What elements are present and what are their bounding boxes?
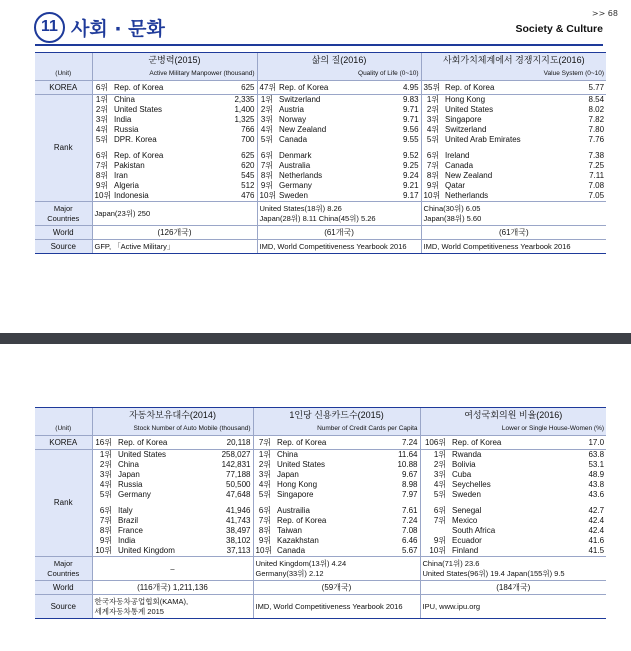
rank-country: Senegal	[452, 506, 482, 515]
rank-number: 1위	[253, 450, 275, 461]
rank-country: Bolivia	[452, 460, 476, 469]
rank-number: 7위	[92, 516, 116, 526]
page-divider	[0, 333, 631, 344]
column-title: 삶의 질(2016)	[257, 53, 421, 68]
major-line: United States(18위) 8.26	[259, 203, 342, 213]
rank-country: Qatar	[445, 181, 466, 190]
section-title-ko: 사회 · 문화	[71, 17, 165, 40]
table-row	[35, 161, 606, 171]
rank-value: 41,946	[226, 506, 251, 515]
korea-value: 4.95	[381, 81, 421, 95]
rank-country: Austria	[279, 105, 304, 114]
source-line: 한국자동차공업협회(KAMA),	[94, 596, 189, 606]
rank-country: Rep. of Korea	[277, 516, 327, 525]
rank-value: 8.98	[401, 480, 418, 489]
column-title: 1인당 신용카드수(2015)	[253, 408, 420, 423]
rank-number: 3위	[92, 115, 112, 125]
source-text	[92, 595, 253, 619]
table-row	[35, 95, 606, 106]
korea-name: Rep. of Korea	[450, 436, 558, 450]
unit-label: (Unit)	[35, 422, 92, 436]
table-row	[35, 506, 606, 516]
rank-label: Rank	[35, 450, 92, 557]
rank-value: 6.46	[401, 536, 418, 545]
rank-country: Cuba	[452, 470, 472, 479]
major-line: United Kingdom(13위) 4.24	[255, 558, 347, 568]
rank-country: India	[118, 536, 136, 545]
unit-label: (Unit)	[35, 67, 92, 81]
korea-value: 20,118	[208, 436, 253, 450]
rank-value: 9.52	[402, 151, 419, 160]
source-label: Source	[35, 595, 92, 619]
world-count: (61개국)	[257, 226, 421, 240]
page-number: >> 68	[591, 9, 618, 18]
rank-number: 4위	[257, 125, 277, 135]
rank-number: 1위	[420, 450, 450, 461]
rank-value: 620	[241, 161, 255, 170]
rank-number: 2위	[420, 460, 450, 470]
korea-row	[35, 436, 606, 450]
rank-country: New Zealand	[279, 125, 327, 134]
major-line: China(71위) 23.6	[422, 558, 480, 568]
rank-country: China	[275, 450, 380, 461]
rank-value: 700	[241, 135, 255, 144]
rank-number: 7위	[257, 161, 277, 171]
rank-value: 9.25	[402, 161, 419, 170]
rank-country: India	[114, 115, 132, 124]
section-number-badge: 11	[34, 12, 65, 43]
rank-number: 5위	[92, 135, 112, 145]
rank-number: 8위	[253, 526, 275, 536]
table-row	[35, 470, 606, 480]
major-line: China(30위) 6.05	[423, 203, 481, 213]
rank-country: Japan	[118, 470, 140, 479]
rank-value: 5.67	[401, 546, 418, 555]
rank-country: Japan	[277, 470, 299, 479]
rank-country: Brazil	[118, 516, 139, 525]
rank-value: 1,400	[234, 105, 255, 114]
rank-value: 7.38	[588, 151, 605, 160]
major-countries	[257, 202, 421, 226]
rank-number: 1위	[92, 450, 116, 461]
rank-number: 6위	[92, 506, 116, 516]
rank-number: 6위	[421, 151, 443, 161]
column-title: 자동차보유대수(2014)	[92, 408, 253, 423]
korea-label: KOREA	[35, 81, 92, 95]
rank-number: 2위	[92, 460, 116, 470]
major-line: United States(96위) 19.4 Japan(155위) 9.5	[422, 568, 565, 578]
rank-number: 10위	[253, 546, 275, 557]
rank-value: 9.71	[402, 115, 419, 124]
rank-value: 766	[241, 125, 255, 134]
rank-number: 2위	[257, 105, 277, 115]
rank-value: 37,113	[226, 546, 251, 555]
rank-number: 9위	[253, 536, 275, 546]
column-subtitle: Number of Credit Cards per Capita	[253, 422, 420, 436]
header-rule	[35, 44, 603, 46]
rank-number: 9위	[421, 181, 443, 191]
table-row	[35, 135, 606, 145]
major-line: Japan(28위) 8.11 China(45위) 5.26	[259, 213, 376, 223]
column-subtitle: Value System (0~10)	[421, 67, 606, 81]
rank-number: 4위	[421, 125, 443, 135]
rank-country: South Africa	[452, 526, 496, 535]
rank-number: 6위	[253, 506, 275, 516]
rank-country: Singapore	[445, 115, 482, 124]
world-row	[35, 226, 606, 240]
rank-number: 6위	[420, 506, 450, 516]
rank-country: Iran	[114, 171, 128, 180]
rank-country: United States	[445, 105, 494, 114]
world-count: (116개국) 1,211,136	[92, 581, 253, 595]
rank-number: 7위	[421, 161, 443, 171]
rank-value: 42.4	[588, 526, 605, 535]
korea-rank: 47위	[257, 81, 277, 95]
rank-country: Sweden	[279, 191, 308, 200]
stats-table-2	[35, 407, 606, 619]
rank-country: DPR. Korea	[114, 135, 157, 144]
rank-value: 50,500	[226, 480, 251, 489]
table-row	[35, 450, 606, 461]
rank-value: 7.24	[401, 516, 418, 525]
table-row	[35, 171, 606, 181]
korea-value: 625	[204, 81, 257, 95]
major-line: Japan(38위) 5.60	[423, 213, 482, 223]
rank-country: Canada	[277, 546, 306, 555]
stats-table-1	[35, 52, 606, 254]
column-subtitle: Stock Number of Auto Mobile (thousand)	[92, 422, 253, 436]
rank-country: United States	[277, 460, 326, 469]
rank-number: 4위	[420, 480, 450, 490]
rank-number: 1위	[257, 95, 277, 106]
rank-value: 38,102	[226, 536, 251, 545]
rank-country: Australia	[279, 161, 311, 170]
rank-country: Austrailia	[277, 506, 310, 515]
rank-value: 258,027	[208, 450, 253, 461]
rank-country: Norway	[279, 115, 307, 124]
rank-country: Algeria	[114, 181, 139, 190]
rank-value: 9.83	[381, 95, 421, 106]
rank-value: 41.5	[588, 546, 605, 555]
rank-value: 7.61	[401, 506, 418, 515]
source-row	[35, 240, 606, 254]
rank-country: Finland	[452, 546, 479, 555]
major-line: –	[170, 563, 175, 573]
column-subtitle: Lower or Single House-Women (%)	[420, 422, 606, 436]
rank-value: 43.6	[588, 490, 605, 499]
rank-country: Germany	[118, 490, 151, 499]
corner-cell	[35, 408, 92, 423]
major-countries	[92, 202, 257, 226]
rank-value: 9.56	[402, 125, 419, 134]
table-row	[35, 546, 606, 557]
rank-country: China	[118, 460, 139, 469]
rank-number: 10위	[420, 546, 450, 557]
major-countries	[421, 202, 606, 226]
table-row	[35, 490, 606, 500]
rank-country: Rwanda	[450, 450, 558, 461]
rank-country: Germany	[279, 181, 312, 190]
rank-country: Pakistan	[114, 161, 145, 170]
column-title: 여성국회의원 비율(2016)	[420, 408, 606, 423]
major-label: Major Countries	[35, 202, 92, 226]
rank-value: 9.55	[402, 135, 419, 144]
rank-number: 5위	[420, 490, 450, 500]
korea-rank: 16위	[92, 436, 116, 450]
rank-number: 1위	[92, 95, 112, 106]
rank-value: 38,497	[226, 526, 251, 535]
korea-value: 5.77	[551, 81, 606, 95]
major-countries	[420, 557, 606, 581]
rank-number: 2위	[92, 105, 112, 115]
rank-number: 8위	[92, 171, 112, 181]
rank-number: 5위	[253, 490, 275, 500]
column-title: 사회가치체계에서 경쟁지지도(2016)	[421, 53, 606, 68]
rank-country: Kazakhstan	[277, 536, 319, 545]
korea-value: 17.0	[558, 436, 606, 450]
rank-number: 9위	[420, 536, 450, 546]
rank-value: 8.02	[588, 105, 605, 114]
rank-value: 43.8	[588, 480, 605, 489]
source-row	[35, 595, 606, 619]
rank-value: 41.6	[588, 536, 605, 545]
korea-name: Rep. of Korea	[275, 436, 380, 450]
rank-number: 9위	[257, 181, 277, 191]
rank-value: 7.08	[401, 526, 418, 535]
rank-value: 512	[241, 181, 255, 190]
rank-number: 10위	[92, 546, 116, 557]
rank-number: 4위	[92, 480, 116, 490]
major-line: Japan(23위) 250	[94, 208, 151, 218]
korea-value: 7.24	[380, 436, 420, 450]
major-countries-row	[35, 557, 606, 581]
major-countries-row	[35, 202, 606, 226]
world-count: (126개국)	[92, 226, 257, 240]
source-line: IPU, www.ipu.org	[422, 601, 481, 611]
korea-rank: 7위	[253, 436, 275, 450]
rank-value: 7.08	[588, 181, 605, 190]
rank-country: Netherlands	[279, 171, 323, 180]
rank-country: New Zealand	[445, 171, 493, 180]
rank-value: 63.8	[558, 450, 606, 461]
rank-value: 9.71	[402, 105, 419, 114]
rank-number: 7위	[253, 516, 275, 526]
rank-country: Hong Kong	[443, 95, 551, 106]
rank-value: 1,325	[234, 115, 255, 124]
rank-country: Indonesia	[114, 191, 149, 200]
rank-number: 1위	[421, 95, 443, 106]
table-header-row	[35, 408, 606, 423]
rank-value: 77,188	[226, 470, 251, 479]
rank-number: 8위	[92, 526, 116, 536]
rank-country: Italy	[118, 506, 133, 515]
rank-value: 545	[241, 171, 255, 180]
rank-number: 5위	[257, 135, 277, 145]
source-line: IMD, World Competitiveness Yearbook 2016	[255, 601, 403, 611]
rank-country: United Kingdom	[118, 546, 175, 555]
rank-number: 7위	[420, 516, 450, 526]
source-text	[420, 595, 606, 619]
rank-number: 10위	[92, 191, 112, 202]
table-row	[35, 181, 606, 191]
rank-number: 4위	[253, 480, 275, 490]
rank-number: 3위	[420, 470, 450, 480]
rank-number: 2위	[421, 105, 443, 115]
rank-number: 10위	[421, 191, 443, 202]
rank-value: 7.76	[588, 135, 605, 144]
section-title-en: Society & Culture	[515, 23, 603, 35]
rank-value: 53.1	[588, 460, 605, 469]
rank-country: United Arab Emirates	[445, 135, 521, 144]
rank-country: Switzerland	[277, 95, 381, 106]
rank-value: 8.54	[551, 95, 606, 106]
world-count: (184개국)	[420, 581, 606, 595]
rank-country: Denmark	[279, 151, 312, 160]
major-label: Major Countries	[35, 557, 92, 581]
rank-value: 41,743	[226, 516, 251, 525]
world-count: (59개국)	[253, 581, 420, 595]
major-countries	[253, 557, 420, 581]
table-subtitle-row	[35, 422, 606, 436]
rank-value: 2,335	[204, 95, 257, 106]
table-row	[35, 125, 606, 135]
rank-value: 11.64	[380, 450, 420, 461]
table-row	[35, 526, 606, 536]
rank-country: Singapore	[277, 490, 314, 499]
rank-country: Canada	[279, 135, 308, 144]
rank-number	[420, 526, 450, 536]
rank-value: 9.21	[402, 181, 419, 190]
rank-value: 9.17	[402, 191, 419, 200]
rank-value: 625	[241, 151, 255, 160]
rank-value: 42.4	[588, 516, 605, 525]
korea-name: Rep. of Korea	[116, 436, 208, 450]
source-text: GFP, 「Active Military」	[92, 240, 257, 254]
source-text: IMD, World Competitiveness Yearbook 2016	[257, 240, 421, 254]
rank-country: Canada	[445, 161, 474, 170]
table-row	[35, 151, 606, 161]
column-subtitle: Quality of Life (0~10)	[257, 67, 421, 81]
rank-number: 5위	[421, 135, 443, 145]
rank-value: 9.67	[401, 470, 418, 479]
rank-label: Rank	[35, 95, 92, 202]
rank-value: 7.11	[589, 171, 605, 180]
rank-number: 3위	[257, 115, 277, 125]
rank-number: 7위	[92, 161, 112, 171]
rank-value: 10.88	[397, 460, 418, 469]
rank-country: Hong Kong	[277, 480, 318, 489]
rank-country: Mexico	[452, 516, 478, 525]
source-line: 세계자동차통계 2015	[94, 606, 164, 616]
rank-number: 9위	[92, 181, 112, 191]
rank-number: 8위	[421, 171, 443, 181]
rank-value: 7.80	[588, 125, 605, 134]
korea-label: KOREA	[35, 436, 92, 450]
source-text	[253, 595, 420, 619]
world-label: World	[35, 226, 92, 240]
rank-number: 10위	[257, 191, 277, 202]
rank-value: 48.9	[588, 470, 605, 479]
rank-number: 6위	[92, 151, 112, 161]
corner-cell	[35, 53, 92, 68]
rank-value: 7.97	[401, 490, 418, 499]
table-subtitle-row	[35, 67, 606, 81]
rank-country: Rep. of Korea	[114, 151, 164, 160]
rank-number: 6위	[257, 151, 277, 161]
rank-number: 9위	[92, 536, 116, 546]
rank-country: Russia	[118, 480, 143, 489]
rank-country: Sweden	[452, 490, 481, 499]
korea-name: Rep. of Korea	[112, 81, 204, 95]
korea-rank: 35위	[421, 81, 443, 95]
rank-number: 2위	[253, 460, 275, 470]
rank-country: China	[112, 95, 204, 106]
rank-value: 142,831	[221, 460, 251, 469]
rank-number: 3위	[253, 470, 275, 480]
rank-country: Netherlands	[445, 191, 489, 200]
world-count: (61개국)	[421, 226, 606, 240]
rank-number: 4위	[92, 125, 112, 135]
column-title: 군병력(2015)	[92, 53, 257, 68]
table-row	[35, 105, 606, 115]
rank-value: 47,648	[226, 490, 251, 499]
rank-country: United States	[116, 450, 208, 461]
korea-name: Rep. of Korea	[277, 81, 381, 95]
korea-row	[35, 81, 606, 95]
source-text: IMD, World Competitiveness Yearbook 2016	[421, 240, 606, 254]
rank-number: 5위	[92, 490, 116, 500]
table-row	[35, 115, 606, 125]
rank-country: Switzerland	[445, 125, 487, 134]
rank-country: France	[118, 526, 143, 535]
world-row	[35, 581, 606, 595]
korea-rank: 6위	[92, 81, 112, 95]
rank-number: 3위	[421, 115, 443, 125]
rank-country: Ireland	[445, 151, 470, 160]
source-label: Source	[35, 240, 92, 254]
korea-rank: 106위	[420, 436, 450, 450]
table-row	[35, 460, 606, 470]
major-line: Germany(33위) 2.12	[255, 568, 324, 578]
rank-value: 9.24	[402, 171, 419, 180]
column-subtitle: Active Military Manpower (thousand)	[92, 67, 257, 81]
rank-value: 7.05	[588, 191, 605, 200]
rank-number: 8위	[257, 171, 277, 181]
rank-country: Taiwan	[277, 526, 302, 535]
rank-country: Seychelles	[452, 480, 491, 489]
world-label: World	[35, 581, 92, 595]
rank-country: Russia	[114, 125, 139, 134]
section-header	[34, 10, 165, 44]
major-countries	[92, 557, 253, 581]
rank-value: 42.7	[588, 506, 605, 515]
rank-country: Ecuador	[452, 536, 482, 545]
table-row	[35, 536, 606, 546]
rank-value: 7.25	[588, 161, 605, 170]
rank-value: 7.82	[588, 115, 605, 124]
korea-name: Rep. of Korea	[443, 81, 551, 95]
table-row	[35, 480, 606, 490]
table-row	[35, 191, 606, 202]
table-header-row	[35, 53, 606, 68]
rank-value: 476	[241, 191, 255, 200]
table-row	[35, 516, 606, 526]
rank-number: 3위	[92, 470, 116, 480]
rank-country: United States	[114, 105, 163, 114]
